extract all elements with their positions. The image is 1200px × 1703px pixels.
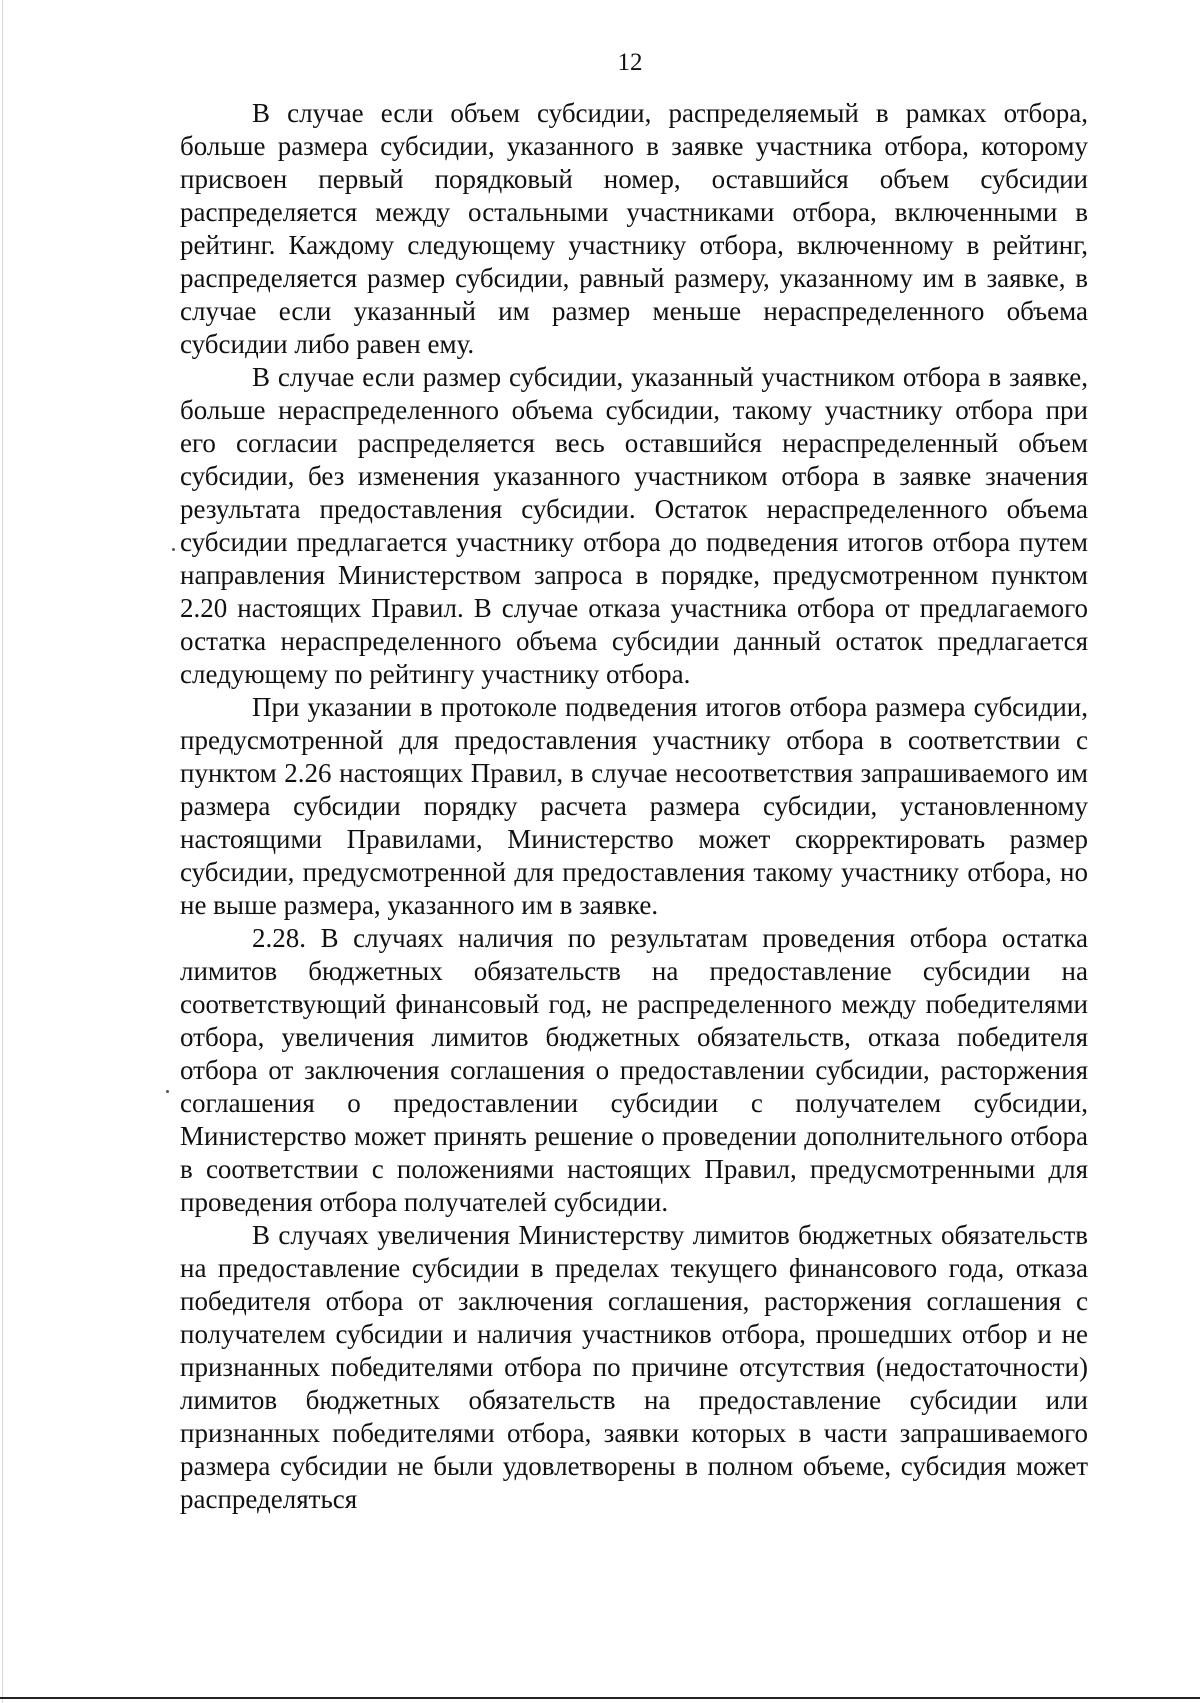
- paragraph-protocol-correction: При указании в протоколе подведения итогов отбора размера субсидии, предусмотренной для предоставления участнику отбора в соответствии с пунктом 2.26 настоящих Правил, в случае несоответствия запрашиваемого им размера субсидии порядку расчета размера субсидии, установленному настоящими Правилами, Министерство может скорректировать размер субсидии, предусмотренной для предоставления такому участнику отбора, но не выше размера, указанного им в заявке.: [180, 692, 1088, 920]
- paragraph-remaining-subsidy-distribution: В случае если объем субсидии, распределяемый в рамках отбора, больше размера субсидии, указанного в заявке участника отбора, которому присвоен первый порядковый номер, оставшийся объем субсидии распределяется между остальными участниками отбора, включенными в рейтинг. Каждому следующему участнику отбора, включенному в рейтинг, распределяется размер субсидии, равный размеру, указанному им в заявке, в случае если указанный им размер меньше нераспределенного объема субсидии либо равен ему.: [180, 98, 1088, 359]
- scan-speck: [172, 548, 175, 551]
- scan-speck: [166, 1090, 169, 1093]
- paragraph-clause-2-28: 2.28. В случаях наличия по результатам проведения отбора остатка лимитов бюджетных обязательств на предоставление субсидии на соответствующий финансовый год, не распределенного между победителями отбора, увеличения лимитов бюджетных обязательств, отказа победителя отбора от заключения соглашения о предоставлении субсидии, расторжения соглашения о предоставлении субсидии с получателем субсидии, Министерство может принять решение о проведении дополнительного отбора в соответствии с положениями настоящих Правил, предусмотренными для проведения отбора получателей субсидии.: [180, 923, 1088, 1217]
- scan-left-edge: [2, 0, 3, 1703]
- document-body: [180, 97, 1088, 1516]
- paragraph-unallocated-volume: В случае если размер субсидии, указанный участником отбора в заявке, больше нераспределенного объема субсидии, такому участнику отбора при его согласии распределяется весь оставшийся нераспределенный объем субсидии, без изменения указанного участником отбора в заявке значения результата предоставления субсидии. Остаток нераспределенного объема субсидии предлагается участнику отбора до подведения итогов отбора путем направления Министерством запроса в порядке, предусмотренном пунктом 2.20 настоящих Правил. В случае отказа участника отбора от предлагаемого остатка нераспределенного объема субсидии данный остаток предлагается следующему по рейтингу участнику отбора.: [180, 362, 1088, 689]
- paragraph-limit-increase: В случаях увеличения Министерству лимитов бюджетных обязательств на предоставление субсидии в пределах текущего финансового года, отказа победителя отбора от заключения соглашения, расторжения соглашения с получателем субсидии и наличия участников отбора, прошедших отбор и не признанных победителями отбора по причине отсутствия (недостаточности) лимитов бюджетных обязательств на предоставление субсидии или признанных победителями отбора, заявки которых в части запрашиваемого размера субсидии не были удовлетворены в полном объеме, субсидия может распределяться: [180, 1220, 1088, 1514]
- page-number: 12: [617, 49, 643, 76]
- scan-bottom-edge: [0, 1697, 1200, 1699]
